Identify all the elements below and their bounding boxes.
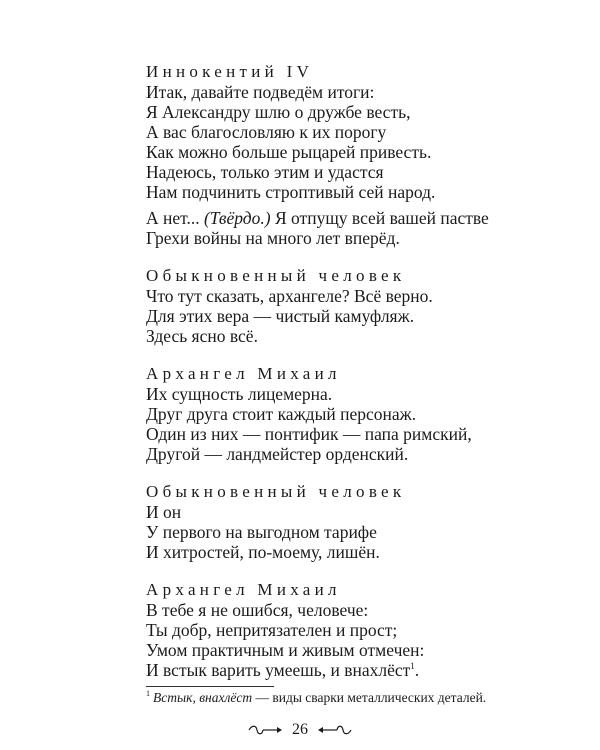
speaker-name: Архангел Михаил xyxy=(146,580,341,599)
verse-line: Здесь ясно всё. xyxy=(146,326,258,346)
verse-line: Что тут сказать, архангеле? Всё верно. xyxy=(146,286,433,306)
verse-text: А нет... xyxy=(146,208,204,228)
speaker-name: Обыкновенный человек xyxy=(146,482,406,501)
verse-text: Я отпущу всей вашей пастве xyxy=(270,208,489,228)
footnote-mark: 1 xyxy=(146,689,150,698)
decorative-flourish-icon xyxy=(248,724,284,736)
verse-line: Другой — ландмейстер орденский. xyxy=(146,444,409,464)
verse-line: Их сущность лицемерна. xyxy=(146,384,333,404)
verse-line: Нам подчинить строптивый сей народ. xyxy=(146,182,436,202)
verse-line: А вас благословляю к их порогу xyxy=(146,122,387,142)
speech-ordinary-man xyxy=(146,266,566,346)
verse-line: Как можно больше рыцарей привесть. xyxy=(146,142,432,162)
verse-line: Итак, давайте подведём итоги: xyxy=(146,82,375,102)
verse-line: Грехи войны на много лет вперёд. xyxy=(146,228,400,248)
verse-line: Умом практичным и живым отмечен: xyxy=(146,640,425,660)
verse-line: У первого на выгодном тарифе xyxy=(146,522,377,542)
decorative-flourish-icon xyxy=(316,724,352,736)
verse-line: И хитростей, по-моему, лишён. xyxy=(146,542,380,562)
verse-line: Один из них — понтифик — папа римский, xyxy=(146,424,472,444)
verse-line: Для этих вера — чистый камуфляж. xyxy=(146,306,415,326)
stage-direction: (Твёрдо.) xyxy=(203,208,271,228)
footnote xyxy=(146,689,486,707)
speech-archangel-michael xyxy=(146,364,566,464)
verse-line: Друг друга стоит каждый персонаж. xyxy=(146,404,417,424)
verse-line: Ты добр, непритязателен и прост; xyxy=(146,620,398,640)
footnote-text: — виды сварки металлических деталей. xyxy=(252,690,487,705)
verse-text: И встык варить умеешь, и внахлёст xyxy=(146,660,411,680)
speech-archangel-michael xyxy=(146,580,566,680)
verse-line: В тебе я не ошибся, человече: xyxy=(146,600,369,620)
page-folio xyxy=(0,720,600,740)
verse-line: Я Александру шлю о дружбе весть, xyxy=(146,102,411,122)
verse-line-with-footnote-ref: И встык варить умеешь, и внахлёст$^1$. xyxy=(146,660,420,680)
footnote-reference[interactable]: 1 xyxy=(410,661,415,671)
footnote-term: Встык, внахлёст xyxy=(153,690,253,705)
verse-line: И он xyxy=(146,502,182,522)
page-number: 26 xyxy=(292,721,308,738)
speech-innocent-iv xyxy=(146,62,566,248)
footnote-divider xyxy=(146,686,274,687)
speaker-name: Архангел Михаил xyxy=(146,364,341,383)
speech-ordinary-man xyxy=(146,482,566,562)
speaker-name: Обыкновенный человек xyxy=(146,266,406,285)
verse-line: Надеюсь, только этим и удастся xyxy=(146,162,384,182)
speaker-name: Иннокентий IV xyxy=(146,62,314,81)
play-text xyxy=(146,62,566,680)
verse-line-with-stage-direction xyxy=(146,208,566,228)
